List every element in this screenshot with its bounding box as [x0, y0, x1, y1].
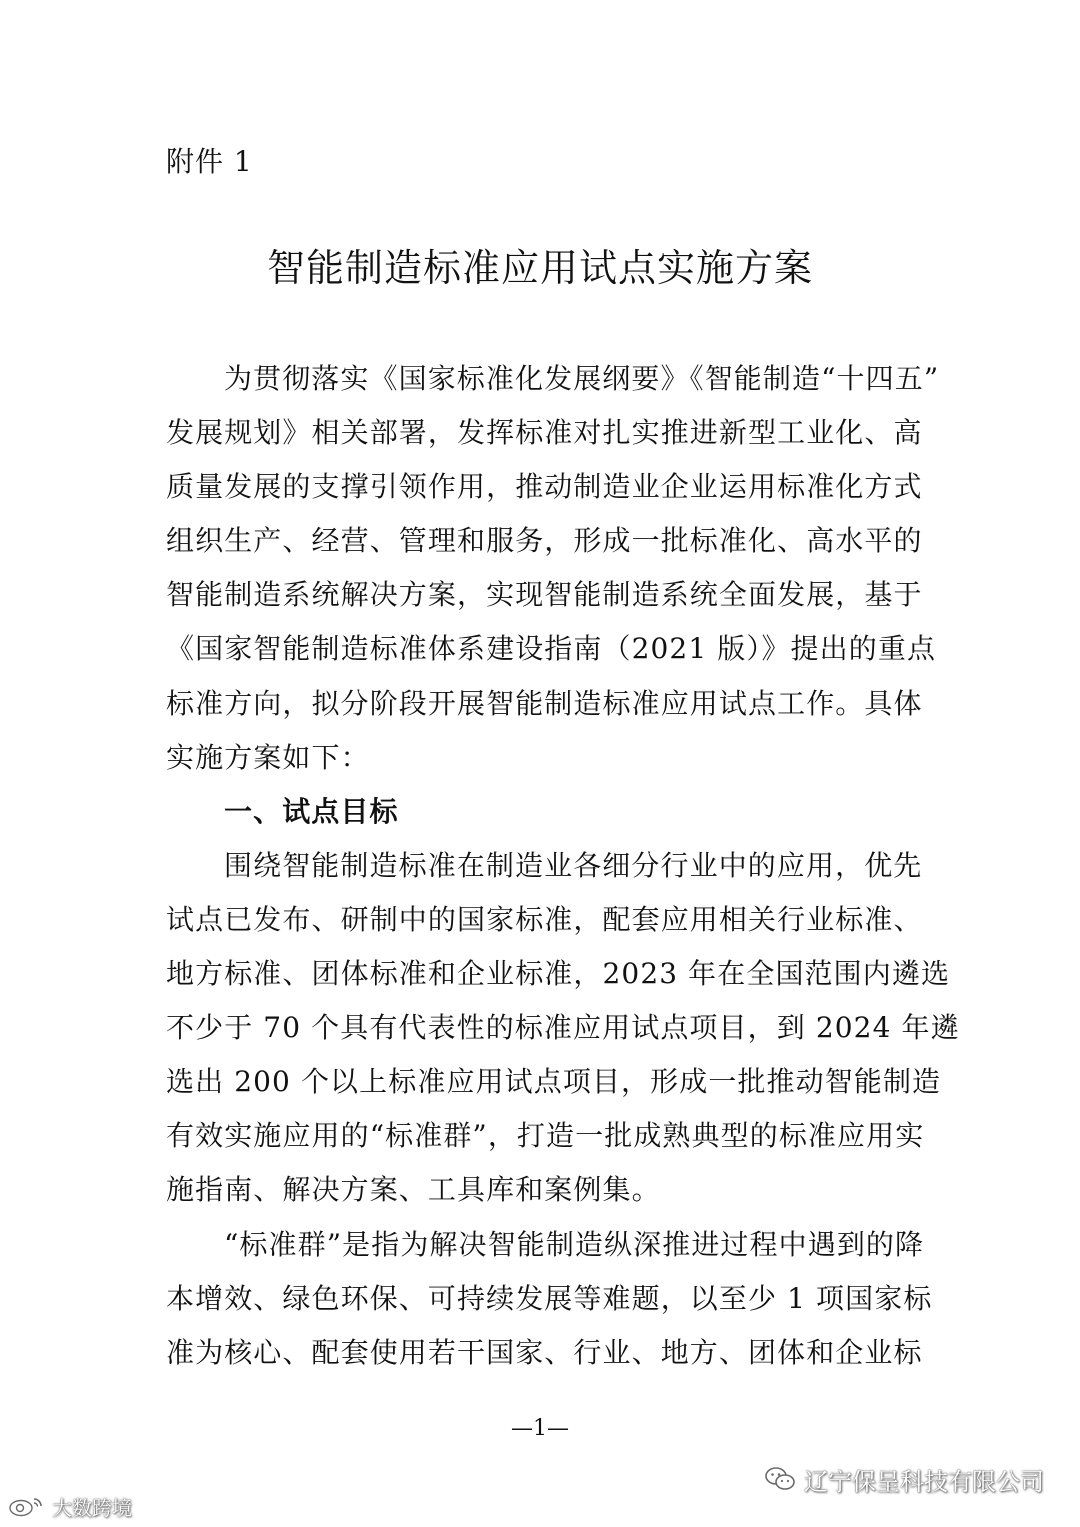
section-heading: 一、试点目标	[224, 794, 399, 828]
watermark-source	[8, 1492, 132, 1520]
document-body	[166, 352, 960, 1380]
body-line: 为贯彻落实《国家标准化发展纲要》《智能制造“十四五”	[224, 362, 940, 395]
body-line: 施指南、解决方案、工具库和案例集。	[166, 1173, 661, 1207]
body-line: 标准方向，拟分阶段开展智能制造标准应用试点工作。具体	[166, 686, 923, 720]
body-line: 有效实施应用的“标准群”，打造一批成熟典型的标准应用实	[166, 1119, 925, 1153]
body-line: 地方标准、团体标准和企业标准，2023 年在全国范围内遴选	[166, 957, 951, 991]
watermark-publisher-text: 辽宁保呈科技有限公司	[804, 1467, 1044, 1496]
body-line: 选出 200 个以上标准应用试点项目，形成一批推动智能制造	[166, 1065, 942, 1099]
watermark-source-text: 大数跨境	[52, 1495, 132, 1520]
body-line: 本增效、绿色环保、可持续发展等难题，以至少 1 项国家标	[166, 1281, 933, 1315]
body-line: 《国家智能制造标准体系建设指南（2021 版）》提出的重点	[166, 632, 937, 666]
document-title: 智能制造标准应用试点实施方案	[266, 246, 813, 290]
attachment-label: 附件 1	[166, 145, 253, 178]
body-line: 不少于 70 个具有代表性的标准应用试点项目，到 2024 年遴	[166, 1011, 960, 1045]
body-line: 智能制造系统解决方案，实现智能制造系统全面发展，基于	[166, 578, 923, 612]
body-line: “标准群”是指为解决智能制造纵深推进过程中遇到的降	[224, 1227, 925, 1261]
body-line: 准为核心、配套使用若干国家、行业、地方、团体和企业标	[166, 1335, 923, 1369]
watermark-publisher	[764, 1462, 1044, 1496]
body-line: 试点已发布、研制中的国家标准，配套应用相关行业标准、	[166, 902, 923, 936]
body-line: 围绕智能制造标准在制造业各细分行业中的应用，优先	[224, 848, 923, 882]
body-line: 组织生产、经营、管理和服务，形成一批标准化、高水平的	[166, 524, 923, 558]
wechat-icon	[764, 1465, 796, 1493]
body-line: 质量发展的支撑引领作用，推动制造业企业运用标准化方式	[166, 470, 923, 504]
page-number: —1—	[511, 1416, 569, 1441]
body-line: 实施方案如下：	[166, 740, 370, 774]
weibo-icon	[8, 1495, 46, 1517]
body-line: 发展规划》相关部署，发挥标准对扎实推进新型工业化、高	[166, 416, 923, 450]
